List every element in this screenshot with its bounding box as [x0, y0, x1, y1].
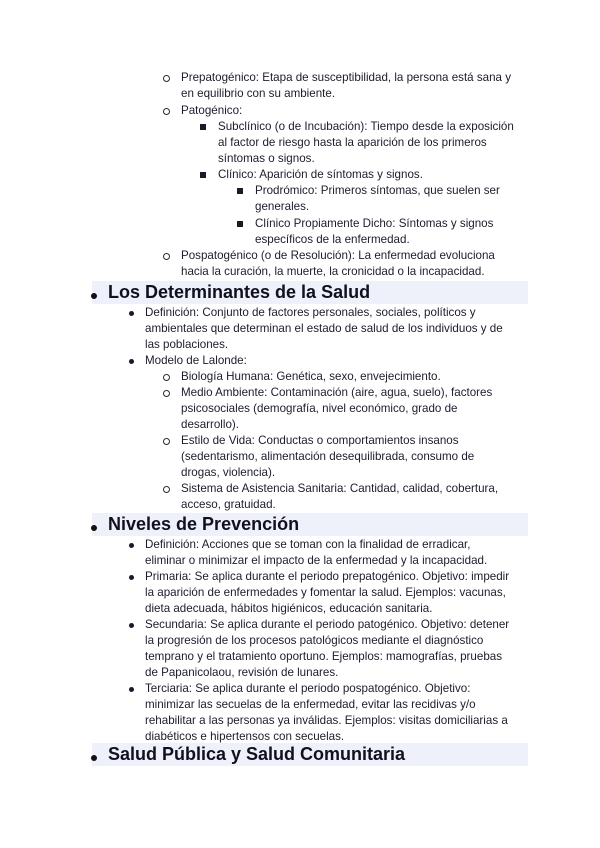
list-item-line: dieta adecuada, hábitos higiénicos, educación sanitaria.	[145, 602, 433, 615]
section-heading-prevencion: Niveles de Prevención	[108, 514, 300, 534]
list-item-line: Terciaria: Se aplica durante el periodo pospatogénico. Objetivo:	[145, 682, 471, 695]
list-item-line: Subclínico (o de Incubación): Tiempo desde la exposición	[218, 120, 514, 133]
list-item-line: Estilo de Vida: Conductas o comportamientos insanos	[181, 434, 459, 447]
list-item-line: Medio Ambiente: Contaminación (aire, agua, suelo), factores	[181, 386, 493, 399]
square-bullet-icon	[200, 124, 206, 130]
list-item-line: eliminar o minimizar el impacto de la enfermedad y la incapacidad.	[145, 554, 488, 567]
hollow-bullet-icon	[163, 108, 170, 115]
list-item-line: Patogénico:	[181, 104, 243, 117]
list-item-line: ambientales que determinan el estado de salud de los individuos y de	[145, 322, 503, 335]
bullet-icon	[129, 687, 134, 692]
list-item-line: la aparición de enfermedades y fomentar la salud. Ejemplos: vacunas,	[145, 586, 506, 599]
hollow-bullet-icon	[163, 486, 170, 493]
list-item-line: la progresión de los procesos patológicos mediante el diagnóstico	[145, 634, 484, 647]
heading-bullet-icon	[91, 525, 97, 531]
hollow-bullet-icon	[163, 253, 170, 260]
list-item-line: las poblaciones.	[145, 338, 229, 351]
list-item-line: (sedentarismo, alimentación desequilibrada, consumo de	[181, 450, 475, 463]
list-item-line: Clínico Propiamente Dicho: Síntomas y signos	[255, 217, 494, 230]
list-item-line: de Papanicolaou, revisión de lunares.	[145, 666, 339, 679]
list-item-line: Biología Humana: Genética, sexo, envejecimiento.	[181, 370, 441, 383]
bullet-icon	[129, 543, 134, 548]
list-item-line: específicos de la enfermedad.	[255, 233, 410, 246]
list-item-line: Pospatogénico (o de Resolución): La enfermedad evoluciona	[181, 249, 495, 262]
square-bullet-icon	[200, 172, 206, 178]
bullet-icon	[129, 311, 134, 316]
list-item-line: Definición: Conjunto de factores personales, sociales, políticos y	[145, 306, 476, 319]
list-item-line: desarrollo).	[181, 418, 239, 431]
hollow-bullet-icon	[163, 438, 170, 445]
section-heading-salud-publica: Salud Pública y Salud Comunitaria	[108, 744, 406, 764]
bullet-icon	[129, 575, 134, 580]
list-item-line: diabéticos e hipertensos con secuelas.	[145, 730, 345, 743]
list-item-line: Prepatogénico: Etapa de susceptibilidad, la persona está sana y	[181, 71, 511, 84]
list-item-line: Definición: Acciones que se toman con la finalidad de erradicar,	[145, 538, 471, 551]
list-item-line: drogas, violencia).	[181, 466, 276, 479]
list-item-line: Modelo de Lalonde:	[145, 354, 247, 367]
bullet-icon	[129, 359, 134, 364]
list-item-line: en equilibrio con su ambiente.	[181, 87, 336, 100]
list-item-line: Prodrómico: Primeros síntomas, que suelen ser	[255, 184, 500, 197]
hollow-bullet-icon	[163, 374, 170, 381]
list-item-line: rehabilitar a las personas ya inválidas. Ejemplos: visitas domiciliarias a	[145, 714, 508, 727]
list-item-line: Sistema de Asistencia Sanitaria: Cantidad, calidad, cobertura,	[181, 482, 499, 495]
list-item-line: temprano y el tratamiento oportuno. Ejemplos: mamografías, pruebas	[145, 650, 503, 663]
heading-bullet-icon	[91, 755, 97, 761]
list-item-line: hacia la curación, la muerte, la cronicidad o la incapacidad.	[181, 265, 485, 278]
list-item-line: Secundaria: Se aplica durante el periodo patogénico. Objetivo: detener	[145, 618, 510, 631]
section-heading-determinantes: Los Determinantes de la Salud	[108, 282, 371, 302]
list-item-line: acceso, gratuidad.	[181, 498, 276, 511]
list-item-line: minimizar las secuelas de la enfermedad, evitar las recidivas y/o	[145, 698, 476, 711]
hollow-bullet-icon	[163, 390, 170, 397]
list-item-line: síntomas o signos.	[218, 152, 315, 165]
list-item-line: al factor de riesgo hasta la aparición de los primeros	[218, 136, 487, 149]
list-item-line: Clínico: Aparición de síntomas y signos.	[218, 168, 423, 181]
bullet-icon	[129, 623, 134, 628]
square-bullet-icon	[237, 221, 243, 227]
list-item-line: Primaria: Se aplica durante el periodo prepatogénico. Objetivo: impedir	[145, 570, 510, 583]
square-bullet-icon	[237, 188, 243, 194]
list-item-line: psicosociales (demografía, nivel económico, grado de	[181, 402, 458, 415]
hollow-bullet-icon	[163, 75, 170, 82]
heading-bullet-icon	[91, 293, 97, 299]
list-item-line: generales.	[255, 200, 310, 213]
